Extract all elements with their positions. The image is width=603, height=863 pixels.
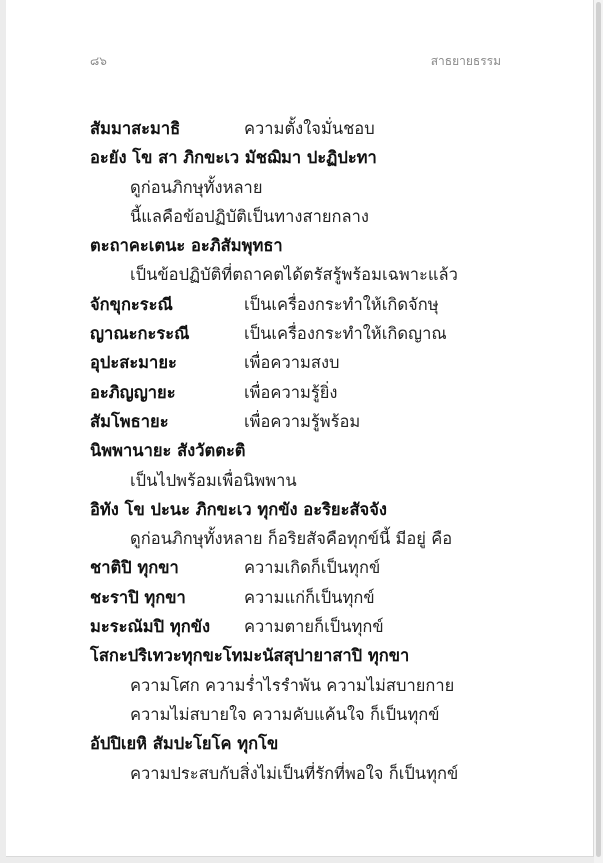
page-number: ๘๖ [90, 54, 107, 68]
thai-translation-line: เป็นข้อปฏิบัติที่ตถาคตได้ตรัสรู้พร้อมเฉพาะแล้ว [130, 265, 458, 285]
thai-translation: เป็นเครื่องกระทำให้เกิดญาณ [244, 324, 447, 344]
pali-term-row [90, 348, 560, 377]
thai-translation: เพื่อความสงบ [244, 353, 340, 373]
running-title: สาธยายธรรม [430, 54, 501, 68]
thai-translation: ความแก่ก็เป็นทุกข์ [244, 587, 375, 607]
pali-verse-line: อะยัง โข สา ภิกขะเว มัชฌิมา ปะฏิปะทา [90, 148, 377, 168]
thai-translation: ความตั้งใจมั่นชอบ [244, 119, 375, 138]
pali-term-row [90, 114, 560, 143]
thai-translation-line: เป็นไปพร้อมเพื่อนิพพาน [130, 470, 297, 490]
pali-term-row [90, 319, 560, 348]
pali-term-row [90, 612, 560, 641]
pali-term: ญาณะกะระณี [90, 324, 190, 344]
pali-verse-line: นิพพานายะ สังวัตตะติ [90, 441, 246, 461]
pali-verse-line: ตะถาคะเตนะ อะภิสัมพุทธา [90, 236, 283, 256]
thai-translation-line: ความโศก ความร่ำไรรำพัน ความไม่สบายกาย [130, 675, 455, 695]
pali-term-row [90, 583, 560, 612]
thai-translation-line: ดูก่อนภิกษุทั้งหลาย [130, 177, 263, 197]
scrollbar-thumb[interactable] [596, 2, 601, 857]
document-page [6, 0, 594, 857]
pali-term: จักขุกะระณี [90, 294, 173, 314]
chant-text-body [90, 114, 560, 788]
pali-term: อุปะสะมายะ [90, 353, 177, 373]
pali-term: สัมโพธายะ [90, 411, 169, 431]
pali-verse-line: อัปปิเยหิ สัมปะโยโค ทุกโข [90, 734, 279, 754]
thai-translation: เพื่อความรู้พร้อม [244, 411, 361, 431]
pali-term: มะระณัมปิ ทุกขัง [90, 617, 211, 637]
pali-term: อะภิญญายะ [90, 382, 176, 402]
thai-translation: ความตายก็เป็นทุกข์ [244, 617, 384, 637]
pali-verse-line: อิทัง โข ปะนะ ภิกขะเว ทุกขัง อะริยะสัจจัง [90, 499, 387, 519]
thai-translation-line: ความไม่สบายใจ ความคับแค้นใจ ก็เป็นทุกข์ [130, 704, 440, 724]
thai-translation-line: ดูก่อนภิกษุทั้งหลาย ก็อริยสัจคือทุกข์นี้ มีอยู่ คือ [130, 529, 453, 549]
vertical-scrollbar[interactable] [594, 0, 603, 863]
pali-term-row [90, 378, 560, 407]
pali-verse-line: โสกะปริเทวะทุกขะโทมะนัสสุปายาสาปิ ทุกขา [90, 646, 410, 666]
pali-term-row [90, 553, 560, 582]
thai-translation: เพื่อความรู้ยิ่ง [244, 382, 338, 402]
thai-translation: เป็นเครื่องกระทำให้เกิดจักษุ [244, 294, 439, 314]
thai-translation-line: นี้แลคือข้อปฏิบัติเป็นทางสายกลาง [130, 206, 369, 226]
pali-term-row [90, 407, 560, 436]
pali-term: ชาติปิ ทุกขา [90, 558, 179, 578]
pali-term-row [90, 290, 560, 319]
thai-translation-line: ความประสบกับสิ่งไม่เป็นที่รักที่พอใจ ก็เป็นทุกข์ [130, 763, 459, 783]
pali-term: ชะราปิ ทุกขา [90, 587, 186, 607]
thai-translation: ความเกิดก็เป็นทุกข์ [244, 558, 381, 578]
pali-term: สัมมาสะมาธิ [90, 119, 181, 138]
